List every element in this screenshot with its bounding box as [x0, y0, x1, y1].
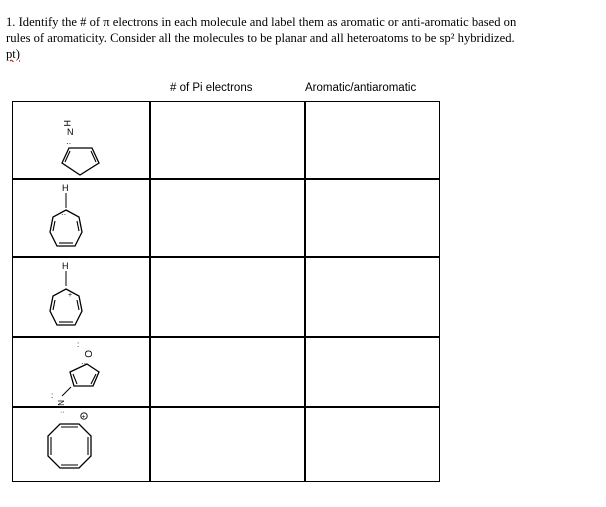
double-bond — [53, 300, 55, 310]
cycloheptatrienyl-cation-structure — [13, 258, 149, 336]
header-pi-electrons: # of Pi electrons — [170, 82, 253, 94]
atom-label-n: N — [67, 127, 74, 137]
aromaticity-cell-1[interactable] — [305, 101, 440, 179]
aromaticity-cell-2[interactable] — [305, 179, 440, 257]
molecule-cell-4 — [12, 337, 150, 407]
molecule-cell-5 — [12, 407, 150, 482]
aromaticity-cell-4[interactable] — [305, 337, 440, 407]
pi-electrons-cell-4[interactable] — [150, 337, 305, 407]
pi-electrons-cell-2[interactable] — [150, 179, 305, 257]
pi-electrons-cell-5[interactable] — [150, 407, 305, 482]
question-line-3: pt) — [6, 47, 20, 61]
bond-to-n — [62, 387, 71, 396]
lone-pair: ·· — [81, 359, 87, 368]
lone-pair: ·· — [60, 409, 65, 416]
pi-electrons-cell-3[interactable] — [150, 257, 305, 337]
lone-pair: ·· — [66, 139, 72, 148]
atom-label-o: O — [82, 350, 93, 358]
pyrrole-structure — [13, 102, 149, 178]
double-bond — [53, 221, 55, 231]
lone-pair: : — [77, 340, 80, 349]
atom-label-h: H — [62, 120, 72, 127]
molecule-cell-3 — [12, 257, 150, 337]
aromaticity-cell-3[interactable] — [305, 257, 440, 337]
double-bond — [91, 374, 96, 384]
lone-pair: ·· — [61, 210, 67, 219]
molecule-cell-2 — [12, 179, 150, 257]
question-line-1: 1. Identify the # of π electrons in each molecule and label them as aromatic or anti-aromatic based on — [6, 15, 517, 29]
question-line-2: rules of aromaticity. Consider all the molecules to be planar and all heteroatoms to be sp² hybridized. — [6, 31, 515, 45]
positive-charge: + — [68, 292, 73, 299]
atom-label-h: H — [62, 261, 69, 271]
double-bond — [77, 221, 79, 231]
ring-bonds — [62, 148, 99, 175]
atom-label-n: N — [56, 400, 65, 406]
lone-pair: : — [51, 391, 54, 400]
oxazole-structure — [13, 338, 149, 406]
ring-bonds — [48, 424, 91, 468]
cyclooctatetraenyl-cation-structure — [13, 408, 149, 481]
ring-bonds — [50, 289, 82, 325]
answer-table — [12, 101, 440, 482]
molecule-cell-1 — [12, 101, 150, 179]
cycloheptatrienyl-anion-structure — [13, 180, 149, 256]
aromaticity-cell-5[interactable] — [305, 407, 440, 482]
double-bond — [77, 300, 79, 310]
question-text — [6, 14, 606, 62]
pi-electrons-cell-1[interactable] — [150, 101, 305, 179]
positive-charge: + — [81, 413, 86, 421]
atom-label-h: H — [62, 183, 69, 193]
header-aromaticity: Aromatic/antiaromatic — [305, 82, 417, 94]
